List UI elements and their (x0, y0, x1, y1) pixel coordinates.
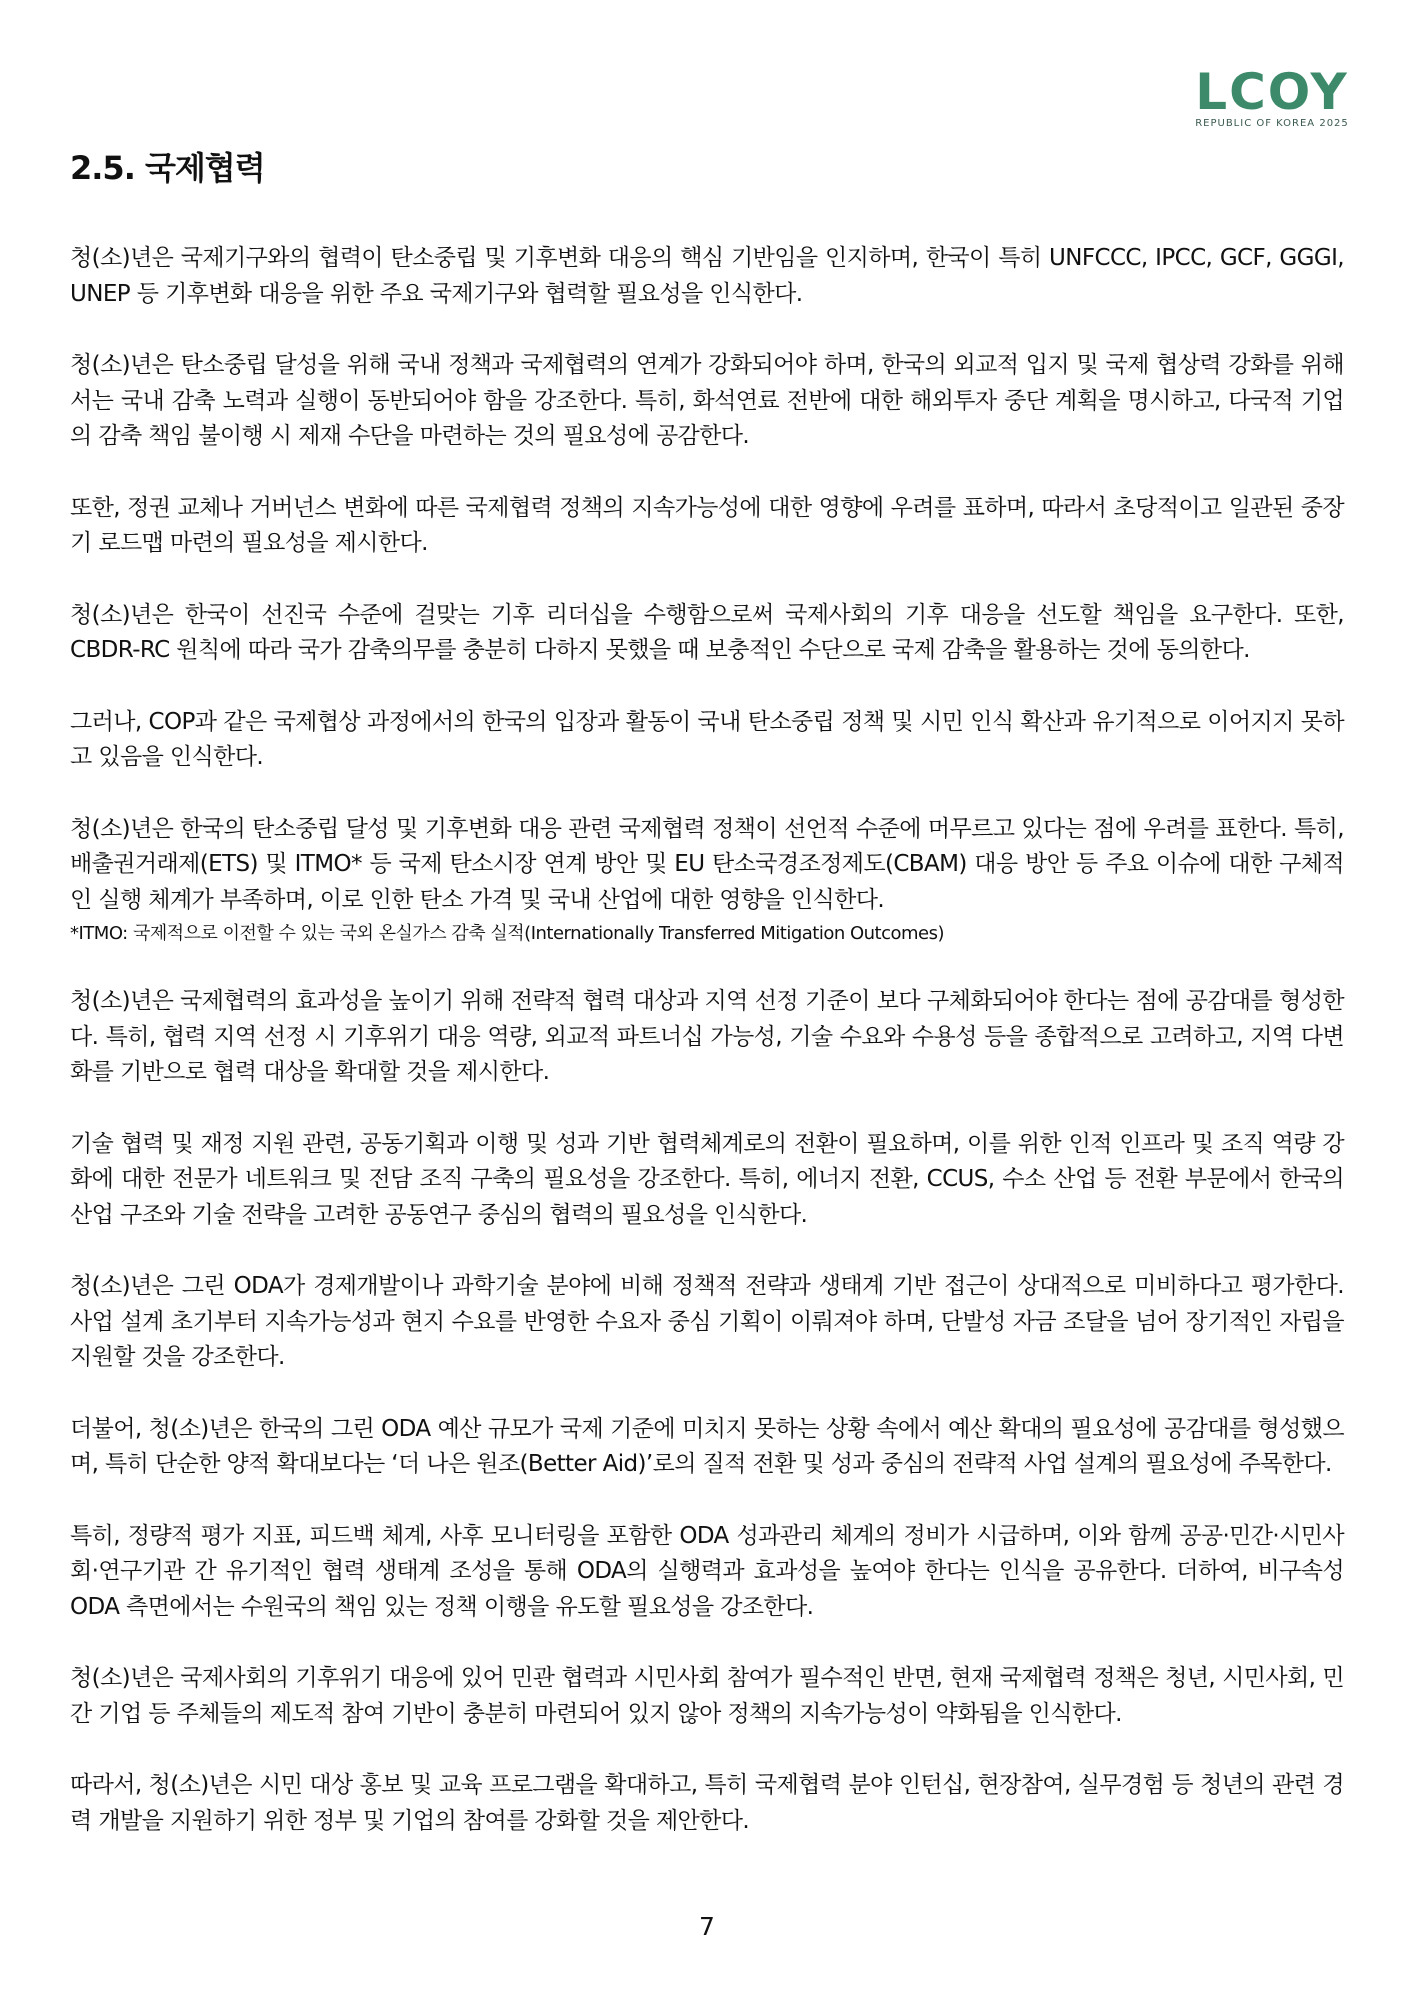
footnote: *ITMO: 국제적으로 이전할 수 있는 국외 온실가스 감축 실적(Internationally Transferred Mitigation Outcomes) (70, 923, 945, 944)
section-heading: 2.5. 국제협력 (70, 149, 265, 187)
paragraph-8: 기술 협력 및 재정 지원 관련, 공동기획과 이행 및 성과 기반 협력체계로의 전환이 필요하며, 이를 위한 인적 인프라 및 조직 역량 강화에 대한 전문가 네트워크 및 전담 조직 구축의 필요성을 강조한다. 특히, 에너지 전환, CCUS, 수소 산업 등 전환 부문에서 한국의 산업 구조와 기술 전략을 고려한 공동연구 중심의 협력의 필요성을 인식한다. (70, 1130, 1345, 1228)
paragraph-10: 더불어, 청(소)년은 한국의 그린 ODA 예산 규모가 국제 기준에 미치지 못하는 상황 속에서 예산 확대의 필요성에 공감대를 형성했으며, 특히 단순한 양적 확대보다는 ‘더 나은 원조(Better Aid)’로의 질적 전환 및 성과 중심의 전략적 사업 설계의 필요성에 주목한다. (70, 1415, 1344, 1477)
paragraph-3: 또한, 정권 교체나 거버넌스 변화에 따른 국제협력 정책의 지속가능성에 대한 영향에 우려를 표하며, 따라서 초당적이고 일관된 중장기 로드맵 마련의 필요성을 제시한다. (70, 494, 1344, 556)
paragraph-5: 그러나, COP과 같은 국제협상 과정에서의 한국의 입장과 활동이 국내 탄소중립 정책 및 시민 인식 확산과 유기적으로 이어지지 못하고 있음을 인식한다. (70, 708, 1344, 770)
page-number: 7 (699, 1912, 715, 1941)
paragraph-13: 따라서, 청(소)년은 시민 대상 홍보 및 교육 프로그램을 확대하고, 특히 국제협력 분야 인턴십, 현장참여, 실무경험 등 청년의 관련 경력 개발을 지원하기 위한 정부 및 기업의 참여를 강화할 것을 제안한다. (70, 1772, 1344, 1834)
paragraph-12: 청(소)년은 국제사회의 기후위기 대응에 있어 민관 협력과 시민사회 참여가 필수적인 반면, 현재 국제협력 정책은 청년, 시민사회, 민간 기업 등 주체들의 제도적 참여 기반이 충분히 마련되어 있지 않아 정책의 지속가능성이 약화됨을 인식한다. (70, 1665, 1344, 1727)
paragraph-11: 특히, 정량적 평가 지표, 피드백 체계, 사후 모니터링을 포함한 ODA 성과관리 체계의 정비가 시급하며, 이와 함께 공공·민간·시민사회·연구기관 간 유기적인 협력 생태계 조성을 통해 ODA의 실행력과 효과성을 높여야 한다는 인식을 공유한다. 더하여, 비구속성 ODA 측면에서는 수원국의 책임 있는 정책 이행을 유도할 필요성을 강조한다. (70, 1522, 1344, 1620)
lcoy-logo (1192, 63, 1352, 132)
document-body (70, 241, 1344, 1875)
logo-wordmark: LCOY (1195, 63, 1349, 121)
logo-subtext: REPUBLIC OF KOREA 2025 (1195, 118, 1349, 129)
paragraph-9: 청(소)년은 그린 ODA가 경제개발이나 과학기술 분야에 비해 정책적 전략과 생태계 기반 접근이 상대적으로 미비하다고 평가한다. 사업 설계 초기부터 지속가능성과 현지 수요를 반영한 수요자 중심 기획이 이뤄져야 하며, 단발성 자금 조달을 넘어 장기적인 자립을 지원할 것을 강조한다. (70, 1273, 1344, 1370)
paragraph-4: 청(소)년은 한국이 선진국 수준에 걸맞는 기후 리더십을 수행함으로써 국제사회의 기후 대응을 선도할 책임을 요구한다. 또한, CBDR-RC 원칙에 따라 국가 감축의무를 충분히 다하지 못했을 때 보충적인 수단으로 국제 감축을 활용하는 것에 동의한다. (70, 601, 1344, 663)
paragraph-2: 청(소)년은 탄소중립 달성을 위해 국내 정책과 국제협력의 연계가 강화되어야 하며, 한국의 외교적 입지 및 국제 협상력 강화를 위해서는 국내 감축 노력과 실행이 동반되어야 함을 강조한다. 특히, 화석연료 전반에 대한 해외투자 중단 계획을 명시하고, 다국적 기업의 감축 책임 불이행 시 제재 수단을 마련하는 것의 필요성에 공감한다. (70, 352, 1344, 449)
paragraph-6: 청(소)년은 한국의 탄소중립 달성 및 기후변화 대응 관련 국제협력 정책이 선언적 수준에 머무르고 있다는 점에 우려를 표한다. 특히, 배출권거래제(ETS) 및 ITMO* 등 국제 탄소시장 연계 방안 및 EU 탄소국경조정제도(CBAM) 대응 방안 등 주요 이슈에 대한 구체적인 실행 체계가 부족하며, 이로 인한 탄소 가격 및 국내 산업에 대한 영향을 인식한다. (70, 815, 1344, 913)
paragraph-7: 청(소)년은 국제협력의 효과성을 높이기 위해 전략적 협력 대상과 지역 선정 기준이 보다 구체화되어야 한다는 점에 공감대를 형성한다. 특히, 협력 지역 선정 시 기후위기 대응 역량, 외교적 파트너십 가능성, 기술 수요와 수용성 등을 종합적으로 고려하고, 지역 다변화를 기반으로 협력 대상을 확대할 것을 제시한다. (70, 988, 1344, 1085)
paragraph-1: 청(소)년은 국제기구와의 협력이 탄소중립 및 기후변화 대응의 핵심 기반임을 인지하며, 한국이 특히 UNFCCC, IPCC, GCF, GGGI, UNEP 등 기후변화 대응을 위한 주요 국제기구와 협력할 필요성을 인식한다. (70, 245, 1344, 307)
